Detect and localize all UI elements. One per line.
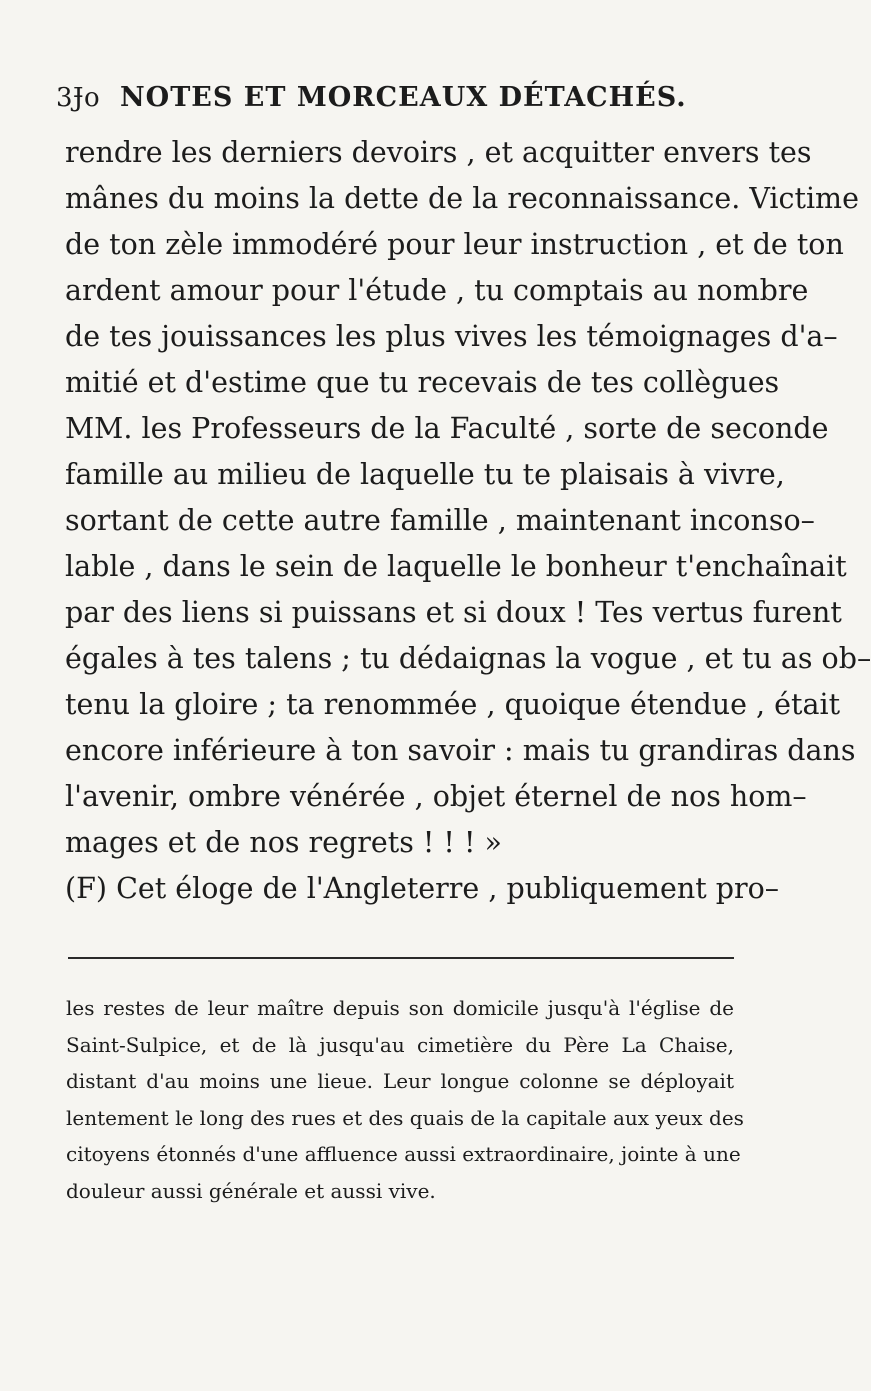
text-line: par des liens si puissans et si doux ! Tes vertus furent bbox=[65, 596, 842, 629]
text-line: de tes jouissances les plus vives les témoignages d'a– bbox=[65, 320, 838, 353]
text-line: encore inférieure à ton savoir : mais tu grandiras dans bbox=[65, 734, 856, 767]
text-line: de ton zèle immodéré pour leur instruction , et de ton bbox=[65, 228, 844, 261]
footnote-line: les restes de leur maître depuis son domicile jusqu'à l'église de bbox=[66, 996, 734, 1020]
footnote-line: lentement le long des rues et des quais de la capitale aux yeux des bbox=[66, 1105, 744, 1130]
footnote-line: Saint-Sulpice, et de là jusqu'au cimetière du Père La Chaise, bbox=[66, 1032, 734, 1057]
text-line: égales à tes talens ; tu dédaignas la vogue , et tu as ob– bbox=[65, 642, 871, 675]
running-title: NOTES ET MORCEAUX DÉTACHÉS. bbox=[120, 82, 687, 113]
footnote-line: distant d'au moins une lieue. Leur longue colonne se déployait bbox=[66, 1069, 734, 1093]
running-head bbox=[56, 82, 746, 118]
text-line: tenu la gloire ; ta renommée , quoique étendue , était bbox=[65, 688, 841, 721]
text-line: MM. les Professeurs de la Faculté , sorte de seconde bbox=[65, 412, 829, 445]
text-line: l'avenir, ombre vénérée , objet éternel de nos hom– bbox=[65, 780, 807, 813]
text-line: rendre les derniers devoirs , et acquitter envers tes bbox=[65, 136, 812, 169]
text-line: mages et de nos regrets ! ! ! » bbox=[65, 826, 502, 859]
text-line: ardent amour pour l'étude , tu comptais au nombre bbox=[65, 274, 809, 307]
text-line: mânes du moins la dette de la reconnaissance. Victime bbox=[65, 182, 859, 215]
body-text bbox=[65, 130, 871, 912]
footnote-rule bbox=[68, 957, 734, 959]
text-line: mitié et d'estime que tu recevais de tes collègues bbox=[65, 366, 780, 399]
footnote-line: citoyens étonnés d'une affluence aussi extraordinaire, jointe à une bbox=[66, 1142, 741, 1166]
footnote bbox=[66, 990, 744, 1209]
text-line: sortant de cette autre famille , maintenant inconso– bbox=[65, 504, 815, 537]
text-line: famille au milieu de laquelle tu te plaisais à vivre, bbox=[65, 458, 785, 491]
text-line: lable , dans le sein de laquelle le bonheur t'enchaînait bbox=[65, 550, 847, 583]
text-line: (F) Cet éloge de l'Angleterre , publiquement pro– bbox=[65, 872, 780, 905]
footnote-line: douleur aussi générale et aussi vive. bbox=[66, 1178, 436, 1203]
page-number: 3Ɉo bbox=[56, 83, 101, 113]
